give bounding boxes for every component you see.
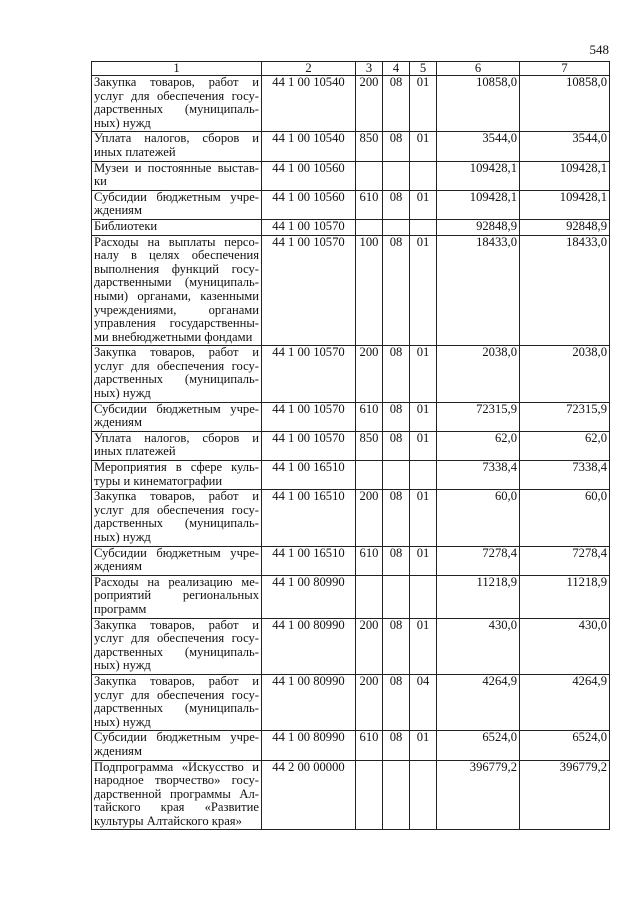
row-col-3 <box>356 161 383 190</box>
row-col-5: 01 <box>410 346 437 402</box>
row-code: 44 1 00 16510 <box>262 546 356 575</box>
table-row <box>92 618 610 674</box>
header-col-1: 1 <box>92 62 262 76</box>
page-number: 548 <box>589 42 609 57</box>
row-name: Подпрограмма «Искусство и народное творчество» госу-дарственной программы Ал-тайского края «Развитие культуры Алтайского края» <box>92 760 262 830</box>
row-col-6: 6524,0 <box>437 731 520 760</box>
row-col-5: 01 <box>410 490 437 546</box>
table-row <box>92 219 610 235</box>
row-code: 44 1 00 16510 <box>262 461 356 490</box>
row-col-3: 200 <box>356 346 383 402</box>
row-col-3: 610 <box>356 190 383 219</box>
table-row <box>92 731 610 760</box>
row-name: Библиотеки <box>92 219 262 235</box>
row-col-3: 200 <box>356 674 383 730</box>
row-col-3: 200 <box>356 618 383 674</box>
row-col-6: 2038,0 <box>437 346 520 402</box>
row-col-6: 3544,0 <box>437 132 520 161</box>
header-col-5: 5 <box>410 62 437 76</box>
row-col-5: 01 <box>410 546 437 575</box>
row-col-4: 08 <box>383 546 410 575</box>
row-col-4: 08 <box>383 674 410 730</box>
row-col-4: 08 <box>383 731 410 760</box>
row-col-7: 62,0 <box>520 431 610 460</box>
table-header <box>92 62 610 76</box>
row-col-5 <box>410 760 437 830</box>
row-col-3: 100 <box>356 235 383 346</box>
row-name: Расходы на реализацию ме-роприятий региональных программ <box>92 575 262 618</box>
row-col-6: 430,0 <box>437 618 520 674</box>
row-col-5: 04 <box>410 674 437 730</box>
row-col-6: 396779,2 <box>437 760 520 830</box>
row-code: 44 1 00 80990 <box>262 575 356 618</box>
row-col-6: 92848,9 <box>437 219 520 235</box>
row-col-6: 60,0 <box>437 490 520 546</box>
row-col-6: 4264,9 <box>437 674 520 730</box>
row-col-6: 7278,4 <box>437 546 520 575</box>
row-code: 44 1 00 80990 <box>262 731 356 760</box>
row-col-5 <box>410 461 437 490</box>
row-col-4: 08 <box>383 190 410 219</box>
row-col-6: 72315,9 <box>437 402 520 431</box>
table-row <box>92 402 610 431</box>
row-col-7: 109428,1 <box>520 161 610 190</box>
budget-table <box>91 61 610 830</box>
row-col-4: 08 <box>383 235 410 346</box>
row-name: Закупка товаров, работ и услуг для обеспечения госу-дарственных (муниципаль-ных) нужд <box>92 346 262 402</box>
table-row <box>92 132 610 161</box>
row-name: Закупка товаров, работ и услуг для обеспечения госу-дарственных (муниципаль-ных) нужд <box>92 76 262 132</box>
row-col-6: 62,0 <box>437 431 520 460</box>
row-col-5 <box>410 575 437 618</box>
row-col-5: 01 <box>410 402 437 431</box>
row-col-4: 08 <box>383 402 410 431</box>
row-col-4 <box>383 760 410 830</box>
row-col-7: 92848,9 <box>520 219 610 235</box>
row-code: 44 1 00 10570 <box>262 402 356 431</box>
row-col-3: 200 <box>356 490 383 546</box>
row-col-7: 3544,0 <box>520 132 610 161</box>
row-col-5: 01 <box>410 132 437 161</box>
row-col-3: 850 <box>356 132 383 161</box>
row-code: 44 1 00 10570 <box>262 219 356 235</box>
row-name: Расходы на выплаты персо-налу в целях обеспечения выполнения функций госу-дарственными (муниципаль-ными) органами, казенными учреждениями, органами управления государственны-ми внебюджетными фондами <box>92 235 262 346</box>
row-col-5: 01 <box>410 76 437 132</box>
row-name: Субсидии бюджетным учре-ждениям <box>92 731 262 760</box>
row-code: 44 1 00 80990 <box>262 674 356 730</box>
header-col-6: 6 <box>437 62 520 76</box>
table-row <box>92 674 610 730</box>
row-code: 44 1 00 10560 <box>262 190 356 219</box>
row-col-7: 4264,9 <box>520 674 610 730</box>
row-col-6: 11218,9 <box>437 575 520 618</box>
table-row <box>92 490 610 546</box>
row-col-4: 08 <box>383 431 410 460</box>
row-code: 44 1 00 10540 <box>262 132 356 161</box>
row-col-3: 200 <box>356 76 383 132</box>
row-col-6: 109428,1 <box>437 161 520 190</box>
header-row <box>92 62 610 76</box>
row-col-4: 08 <box>383 132 410 161</box>
header-col-4: 4 <box>383 62 410 76</box>
table-row <box>92 76 610 132</box>
row-name: Музеи и постоянные выстав-ки <box>92 161 262 190</box>
row-code: 44 2 00 00000 <box>262 760 356 830</box>
row-name: Закупка товаров, работ и услуг для обеспечения госу-дарственных (муниципаль-ных) нужд <box>92 674 262 730</box>
row-col-3: 610 <box>356 402 383 431</box>
row-col-3 <box>356 760 383 830</box>
row-col-4 <box>383 575 410 618</box>
table-row <box>92 190 610 219</box>
row-col-3 <box>356 461 383 490</box>
row-col-7: 396779,2 <box>520 760 610 830</box>
row-col-7: 6524,0 <box>520 731 610 760</box>
row-col-3: 850 <box>356 431 383 460</box>
row-col-6: 10858,0 <box>437 76 520 132</box>
row-col-3: 610 <box>356 546 383 575</box>
row-col-6: 109428,1 <box>437 190 520 219</box>
row-name: Закупка товаров, работ и услуг для обеспечения госу-дарственных (муниципаль-ных) нужд <box>92 618 262 674</box>
row-code: 44 1 00 10570 <box>262 346 356 402</box>
row-col-7: 2038,0 <box>520 346 610 402</box>
row-col-4: 08 <box>383 618 410 674</box>
table-row <box>92 575 610 618</box>
table-row <box>92 235 610 346</box>
row-col-7: 7278,4 <box>520 546 610 575</box>
row-code: 44 1 00 10570 <box>262 431 356 460</box>
row-col-5: 01 <box>410 618 437 674</box>
row-code: 44 1 00 80990 <box>262 618 356 674</box>
row-col-7: 18433,0 <box>520 235 610 346</box>
row-name: Субсидии бюджетным учре-ждениям <box>92 402 262 431</box>
row-col-4: 08 <box>383 490 410 546</box>
row-code: 44 1 00 10540 <box>262 76 356 132</box>
table-body <box>92 76 610 830</box>
row-col-6: 18433,0 <box>437 235 520 346</box>
row-col-4 <box>383 461 410 490</box>
table-row <box>92 546 610 575</box>
header-col-7: 7 <box>520 62 610 76</box>
row-name: Мероприятия в сфере куль-туры и кинематографии <box>92 461 262 490</box>
header-col-3: 3 <box>356 62 383 76</box>
table-row <box>92 346 610 402</box>
row-name: Закупка товаров, работ и услуг для обеспечения госу-дарственных (муниципаль-ных) нужд <box>92 490 262 546</box>
row-code: 44 1 00 10570 <box>262 235 356 346</box>
row-col-3: 610 <box>356 731 383 760</box>
row-col-5: 01 <box>410 431 437 460</box>
row-col-5: 01 <box>410 190 437 219</box>
table-row <box>92 461 610 490</box>
row-col-5 <box>410 161 437 190</box>
table-row <box>92 161 610 190</box>
row-col-7: 109428,1 <box>520 190 610 219</box>
row-col-4 <box>383 161 410 190</box>
row-code: 44 1 00 16510 <box>262 490 356 546</box>
row-col-7: 10858,0 <box>520 76 610 132</box>
row-col-4: 08 <box>383 76 410 132</box>
row-col-5: 01 <box>410 731 437 760</box>
row-col-4: 08 <box>383 346 410 402</box>
header-col-2: 2 <box>262 62 356 76</box>
row-name: Субсидии бюджетным учре-ждениям <box>92 546 262 575</box>
row-name: Субсидии бюджетным учре-ждениям <box>92 190 262 219</box>
row-code: 44 1 00 10560 <box>262 161 356 190</box>
row-col-7: 430,0 <box>520 618 610 674</box>
row-col-7: 72315,9 <box>520 402 610 431</box>
row-col-7: 11218,9 <box>520 575 610 618</box>
row-col-7: 60,0 <box>520 490 610 546</box>
row-col-6: 7338,4 <box>437 461 520 490</box>
row-name: Уплата налогов, сборов и иных платежей <box>92 431 262 460</box>
row-col-5: 01 <box>410 235 437 346</box>
table-row <box>92 431 610 460</box>
table-row <box>92 760 610 830</box>
row-col-5 <box>410 219 437 235</box>
row-name: Уплата налогов, сборов и иных платежей <box>92 132 262 161</box>
row-col-3 <box>356 219 383 235</box>
row-col-4 <box>383 219 410 235</box>
row-col-3 <box>356 575 383 618</box>
row-col-7: 7338,4 <box>520 461 610 490</box>
